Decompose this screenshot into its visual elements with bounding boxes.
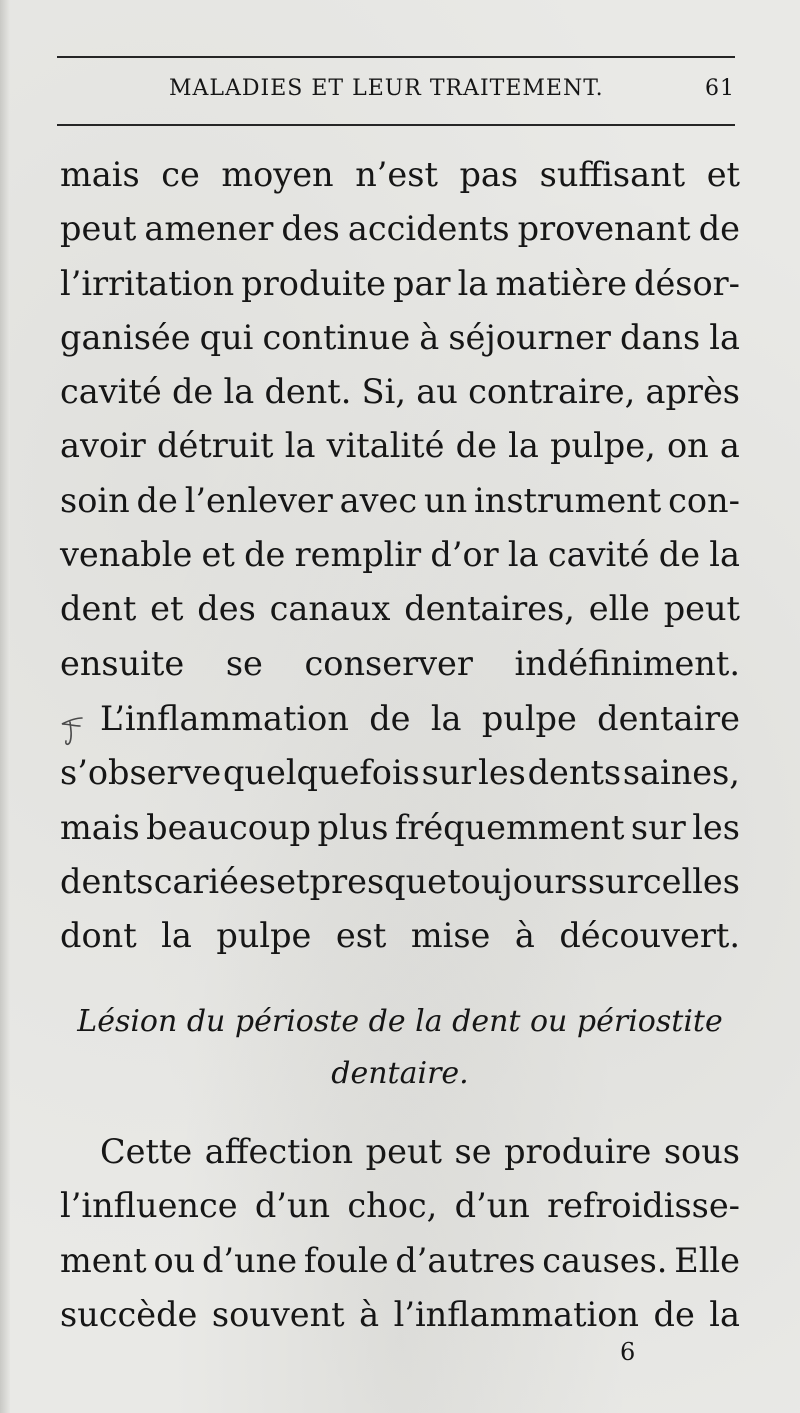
word: l’inflammation	[393, 1294, 640, 1334]
word: la	[430, 699, 462, 738]
word: de	[658, 535, 701, 575]
word: la	[457, 263, 489, 303]
word: la	[709, 1294, 740, 1334]
word: venable	[60, 535, 193, 575]
page-number: 61	[705, 76, 735, 101]
word: Si,	[361, 372, 406, 412]
word: et	[276, 861, 310, 901]
section-heading-line-1: Lésion du périoste de la dent ou périostite	[77, 1004, 723, 1039]
word: Elle	[674, 1240, 740, 1280]
word: avec	[339, 480, 418, 520]
word: a	[719, 426, 740, 466]
word: con-	[668, 480, 740, 520]
word: celles	[642, 861, 740, 901]
text-line	[60, 1288, 740, 1342]
word: dents	[527, 753, 622, 793]
word: ment	[60, 1240, 147, 1280]
page-edge-shadow	[0, 0, 10, 1413]
word: avoir	[60, 426, 146, 466]
section-heading	[60, 996, 740, 1100]
word: on	[666, 426, 709, 466]
word: ce	[161, 155, 200, 194]
word: cavité	[60, 372, 162, 412]
word: refroidisse-	[547, 1186, 740, 1226]
word: les	[478, 753, 526, 793]
word: continue	[262, 317, 411, 357]
word: la	[223, 372, 255, 412]
word: presque	[309, 861, 447, 901]
word: succède	[60, 1294, 198, 1334]
word: d’or	[430, 535, 499, 575]
word: dent	[60, 589, 137, 629]
word: n’est	[355, 155, 438, 194]
word: au	[416, 372, 458, 412]
word: et	[706, 155, 740, 194]
word: beaucoup	[146, 807, 311, 847]
word: de	[171, 372, 214, 412]
word: instrument	[474, 480, 662, 520]
word: désor-	[634, 263, 740, 303]
header-rule-bottom	[57, 124, 735, 126]
word: à	[419, 317, 440, 357]
word: canaux	[269, 589, 391, 629]
word: de	[369, 699, 411, 738]
word: de	[698, 209, 740, 249]
paragraph-1	[60, 148, 740, 691]
text-line	[60, 582, 740, 636]
word: cavité	[547, 535, 650, 575]
word: d’un	[454, 1186, 530, 1226]
text-line	[60, 148, 740, 202]
word: et	[150, 589, 184, 629]
text-line: dont la pulpe est mise à découvert.	[60, 916, 740, 956]
word: remplir	[294, 535, 422, 575]
word: dent.	[264, 372, 352, 412]
word: ganisée	[60, 317, 191, 357]
word: ou	[153, 1240, 196, 1280]
word: de	[653, 1294, 695, 1334]
word: des	[281, 209, 340, 249]
word: produire	[504, 1132, 652, 1171]
word: produite	[241, 263, 386, 303]
word: se	[454, 1132, 492, 1171]
word: sur	[421, 753, 477, 793]
word: la	[709, 535, 740, 575]
word: sur	[630, 807, 686, 847]
word: l’enlever	[184, 480, 333, 520]
word: L’inflammation	[100, 699, 349, 738]
word: la	[508, 426, 539, 466]
word: qui	[199, 317, 254, 357]
text-line	[60, 474, 740, 528]
word: souvent	[211, 1294, 345, 1334]
header-rule-top	[57, 56, 735, 58]
word: peut	[663, 589, 740, 629]
word: soin	[60, 480, 130, 520]
word: mais	[60, 807, 140, 847]
word: la	[284, 426, 316, 466]
text-line	[60, 419, 740, 473]
word: de	[455, 426, 497, 466]
word: pulpe,	[550, 426, 656, 466]
text-line	[60, 1234, 740, 1288]
word: causes.	[542, 1240, 668, 1280]
word: d’un	[254, 1186, 331, 1226]
word: vitalité	[326, 426, 445, 466]
word: peut	[365, 1132, 442, 1171]
word: dentaire	[597, 699, 740, 738]
word: d’une	[201, 1240, 298, 1280]
text-line	[60, 692, 740, 746]
word: moyen	[221, 155, 334, 194]
word: pas	[459, 155, 519, 194]
paragraph-3	[60, 1125, 740, 1342]
word: foule	[303, 1240, 389, 1280]
word: Cette	[100, 1132, 193, 1171]
section-heading-line-2: dentaire.	[331, 1056, 469, 1091]
paragraph-2	[60, 692, 740, 963]
word: les	[692, 807, 740, 847]
word: après	[645, 372, 740, 412]
word: de	[136, 480, 178, 520]
word: matière	[495, 263, 627, 303]
word: pulpe	[481, 699, 577, 738]
word: mais	[60, 155, 140, 194]
word: suffisant	[539, 155, 686, 194]
word: de	[244, 535, 286, 575]
word: la	[709, 317, 740, 357]
word: peut	[60, 209, 137, 249]
word: un	[424, 480, 468, 520]
signature-mark: 6	[620, 1338, 636, 1366]
text-line	[60, 257, 740, 311]
word: contraire,	[468, 372, 636, 412]
word: saines,	[622, 753, 740, 793]
word: séjourner	[448, 317, 611, 357]
word: accidents	[347, 209, 510, 249]
word: toujours	[447, 861, 588, 901]
word: elle	[588, 589, 650, 629]
word: à	[359, 1294, 380, 1334]
word: quelquefois	[222, 753, 420, 793]
word: l’influence	[60, 1186, 238, 1226]
word: d’autres	[395, 1240, 536, 1280]
word: dentaires,	[404, 589, 575, 629]
word: plus	[317, 807, 389, 847]
word: cariées	[153, 861, 276, 901]
text-line	[60, 365, 740, 419]
word: amener	[144, 209, 274, 249]
text-line	[60, 1125, 740, 1179]
word: des	[197, 589, 256, 629]
word: sur	[587, 861, 643, 901]
word: sous	[663, 1132, 740, 1171]
word: dents	[60, 861, 154, 901]
word: la	[507, 535, 539, 575]
word: provenant	[517, 209, 691, 249]
running-head	[57, 70, 735, 110]
word: dans	[620, 317, 701, 357]
word: choc,	[347, 1186, 438, 1226]
running-head-title: MALADIES ET LEUR TRAITEMENT.	[169, 76, 604, 101]
word: fréquemment	[394, 807, 625, 847]
text-line	[60, 801, 740, 855]
text-line	[60, 746, 740, 800]
word: par	[393, 263, 451, 303]
text-line	[60, 202, 740, 256]
word: affection	[204, 1132, 354, 1171]
text-line: ensuite se conserver indéfiniment.	[60, 643, 740, 683]
word: s’observe	[60, 753, 222, 793]
text-line	[60, 311, 740, 365]
word: et	[201, 535, 235, 575]
text-line	[60, 1179, 740, 1233]
text-line	[60, 855, 740, 909]
word: détruit	[157, 426, 274, 466]
text-line	[60, 528, 740, 582]
word: l’irritation	[60, 263, 235, 303]
